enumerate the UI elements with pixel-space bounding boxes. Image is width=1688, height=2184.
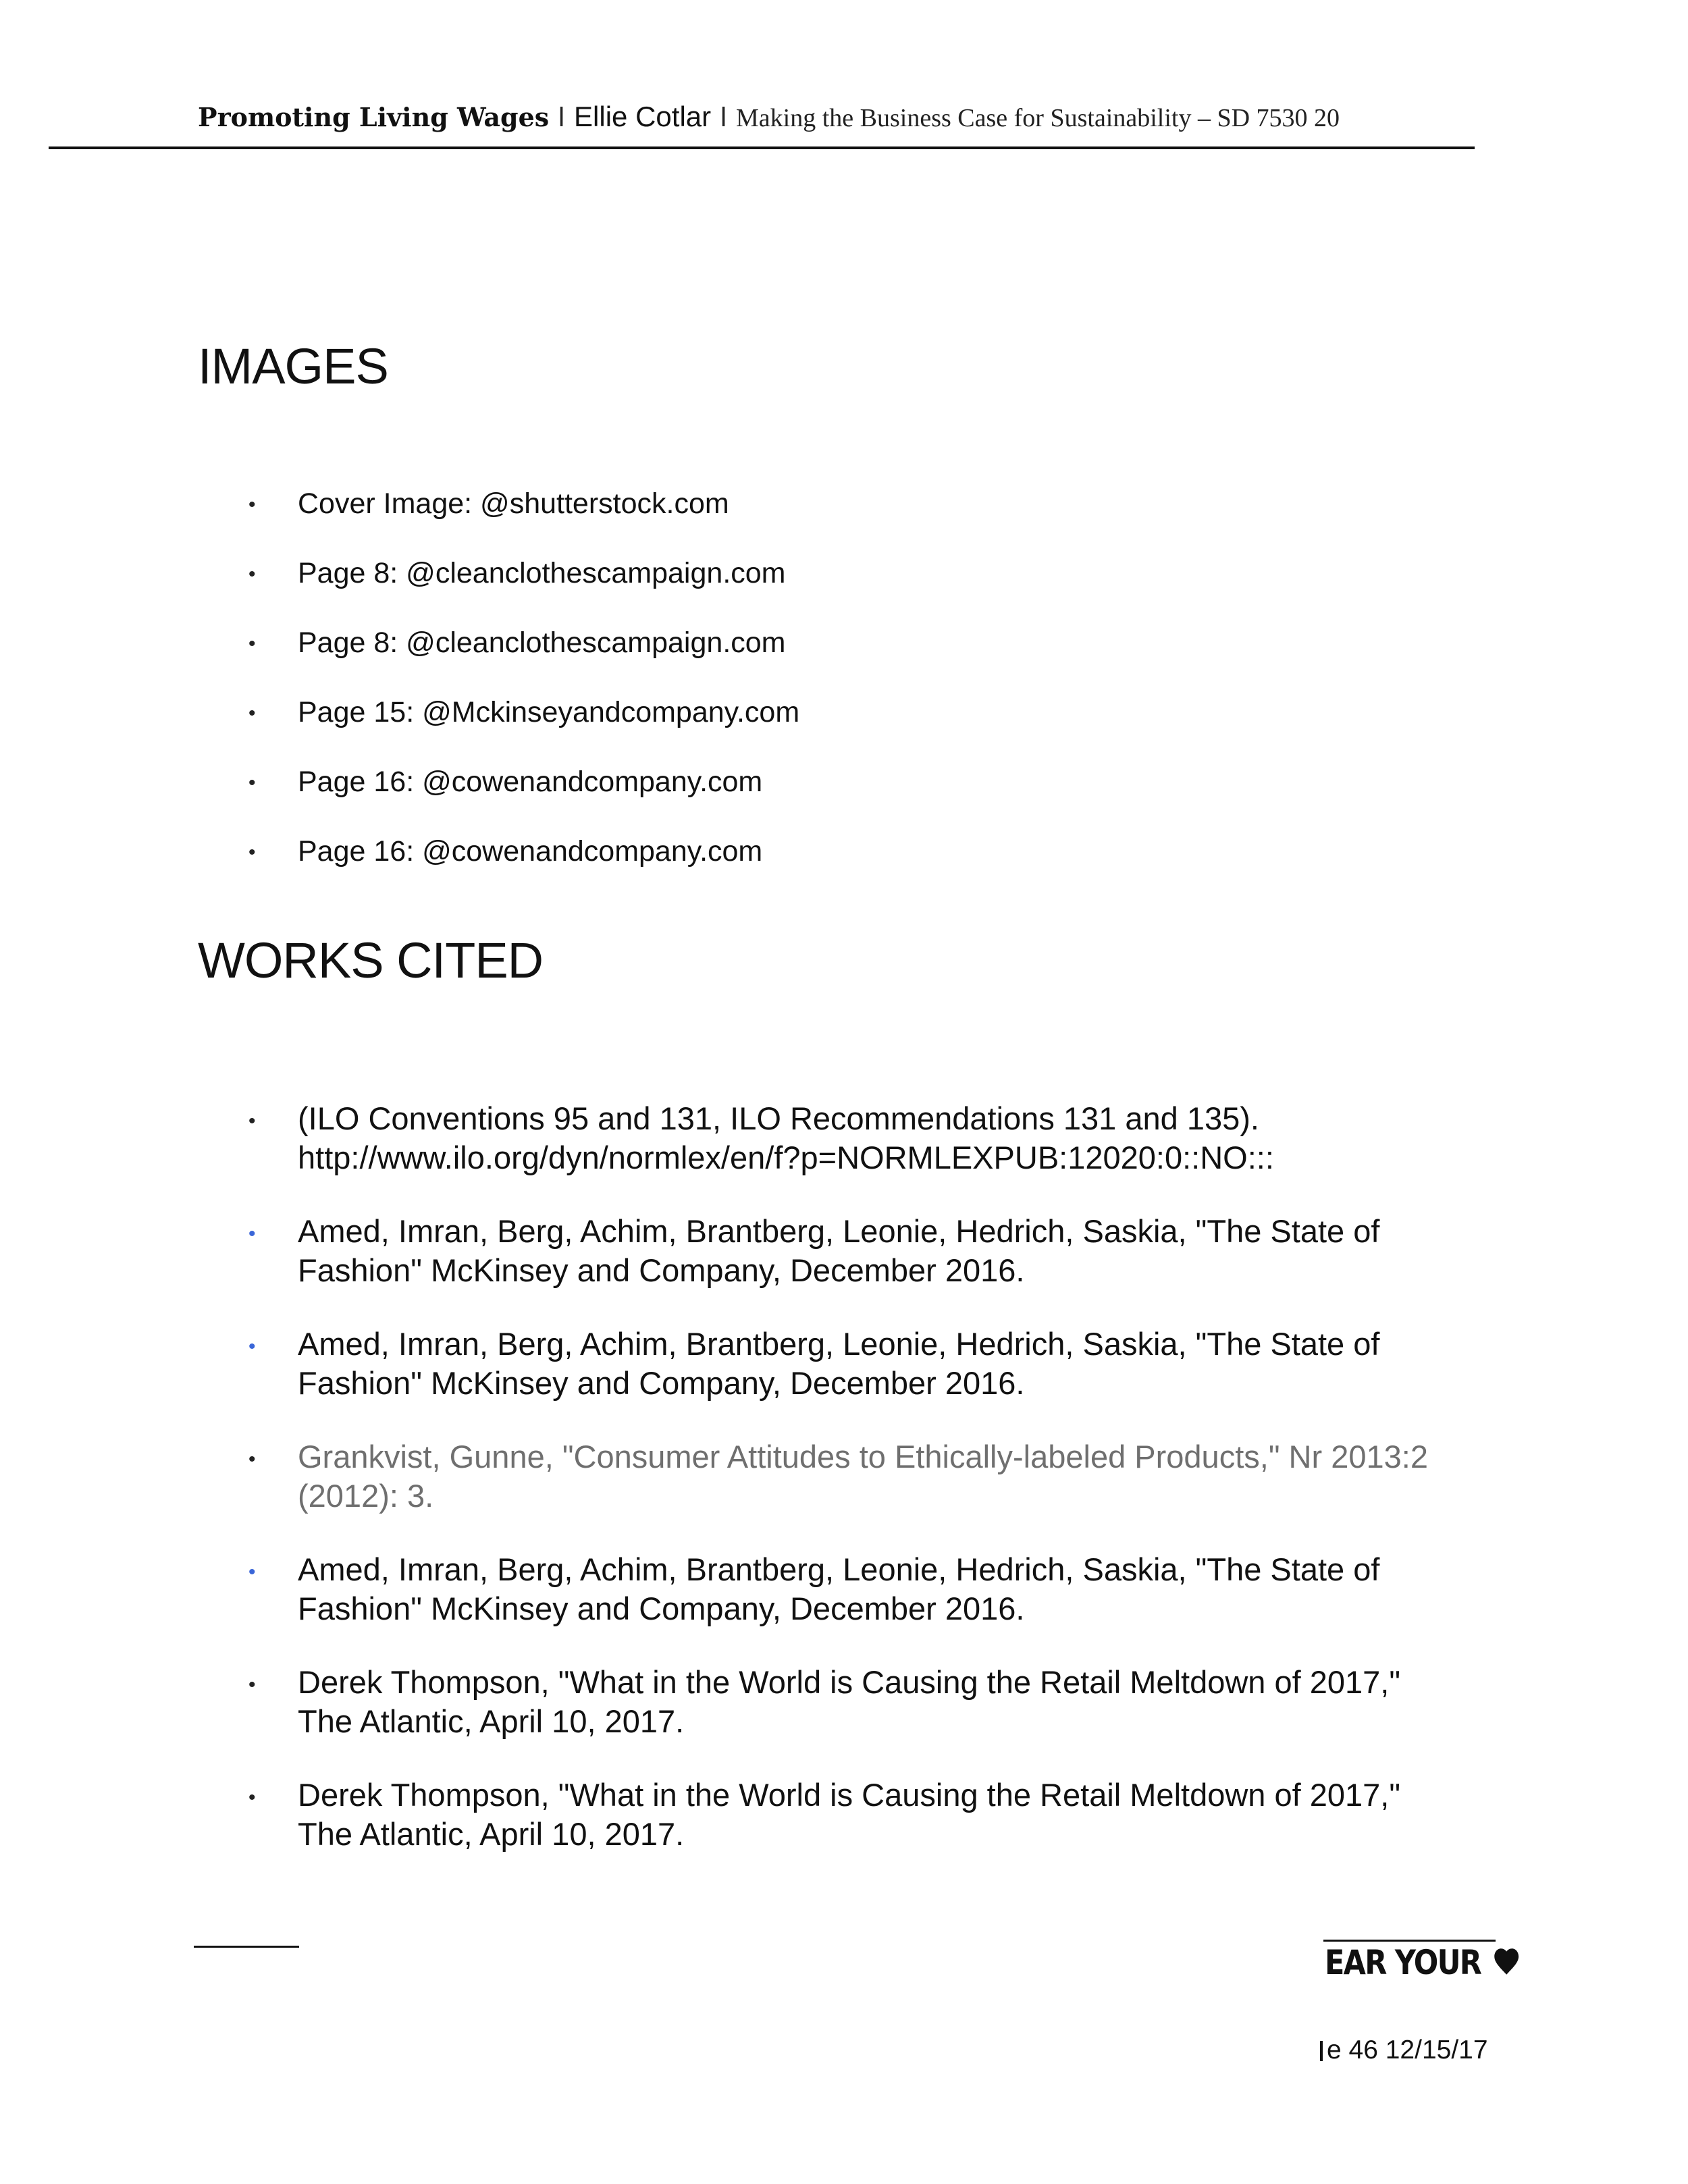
images-heading: IMAGES — [198, 338, 388, 394]
citation-line: Fashion" McKinsey and Company, December 2016. — [298, 1591, 1025, 1626]
image-credit: Cover Image: @shutterstock.com — [298, 487, 729, 520]
header-separator: l — [558, 103, 565, 132]
works-cited-heading: WORKS CITED — [198, 932, 544, 988]
bullet-icon: • — [248, 1110, 256, 1132]
logo-divider — [1323, 1940, 1496, 1942]
citation-line: Grankvist, Gunne, "Consumer Attitudes to Ethically-labeled Products," Nr 2013:2 — [298, 1439, 1428, 1474]
list-item — [0, 1099, 1513, 1212]
document-title: Promoting Living Wages — [198, 102, 550, 132]
citation-line: (2012): 3. — [298, 1478, 434, 1514]
bullet-icon: • — [248, 772, 256, 794]
course-title: Making the Business Case for Sustainability – SD 7530 20 — [736, 104, 1340, 132]
author-name: Ellie Cotlar — [574, 101, 712, 132]
list-item — [0, 763, 1513, 832]
running-header — [198, 97, 1481, 137]
footnote-divider — [194, 1946, 299, 1948]
image-credit: Page 8: @cleanclothescampaign.com — [298, 557, 786, 589]
header-separator: l — [720, 103, 727, 132]
list-item — [0, 1663, 1513, 1776]
citation-line: Fashion" McKinsey and Company, December 2016. — [298, 1252, 1025, 1288]
bullet-icon: • — [248, 1335, 256, 1358]
bullet-icon: • — [248, 1223, 256, 1245]
list-item — [0, 1776, 1513, 1888]
citation-line: Amed, Imran, Berg, Achim, Brantberg, Leonie, Hedrich, Saskia, "The State of — [298, 1213, 1380, 1249]
bullet-icon: • — [248, 633, 256, 655]
works-cited-list — [0, 1099, 1513, 1888]
list-item — [0, 1325, 1513, 1437]
images-list — [0, 485, 1513, 902]
list-item — [0, 1550, 1513, 1663]
list-item — [0, 485, 1513, 554]
heart-icon — [1492, 1944, 1521, 1978]
brand-logo-text: EAR YOUR — [1325, 1943, 1481, 1982]
bullet-icon: • — [248, 1674, 256, 1696]
page-number-text: e 46 12/15/17 — [1327, 2035, 1488, 2065]
bullet-icon: • — [248, 702, 256, 724]
citation-line: Fashion" McKinsey and Company, December 2016. — [298, 1365, 1025, 1401]
citation-line: Derek Thompson, "What in the World is Causing the Retail Meltdown of 2017," — [298, 1664, 1401, 1700]
list-item — [0, 693, 1513, 763]
header-divider — [49, 147, 1475, 149]
citation-url: http://www.ilo.org/dyn/normlex/en/f?p=NORMLEXPUB:12020:0::NO::: — [298, 1140, 1274, 1175]
citation-line: The Atlantic, April 10, 2017. — [298, 1703, 685, 1739]
image-credit: Page 8: @cleanclothescampaign.com — [298, 627, 786, 659]
list-item — [0, 1437, 1513, 1550]
citation-line: Amed, Imran, Berg, Achim, Brantberg, Leonie, Hedrich, Saskia, "The State of — [298, 1326, 1380, 1362]
bullet-icon: • — [248, 1786, 256, 1809]
list-item — [0, 832, 1513, 902]
clipped-glyph — [1320, 2041, 1323, 2061]
image-credit: Page 16: @cowenandcompany.com — [298, 835, 763, 868]
page-number-date — [1320, 2035, 1488, 2065]
bullet-icon: • — [248, 494, 256, 516]
bullet-icon: • — [248, 1448, 256, 1470]
list-item — [0, 624, 1513, 693]
citation-line: The Atlantic, April 10, 2017. — [298, 1816, 685, 1852]
list-item — [0, 554, 1513, 624]
citation-line: Derek Thompson, "What in the World is Causing the Retail Meltdown of 2017," — [298, 1777, 1401, 1813]
list-item — [0, 1212, 1513, 1325]
brand-logo — [1325, 1943, 1481, 1997]
citation-line: (ILO Conventions 95 and 131, ILO Recommendations 131 and 135). — [298, 1100, 1259, 1136]
image-credit: Page 15: @Mckinseyandcompany.com — [298, 696, 800, 728]
bullet-icon: • — [248, 841, 256, 863]
bullet-icon: • — [248, 563, 256, 585]
image-credit: Page 16: @cowenandcompany.com — [298, 766, 763, 798]
bullet-icon: • — [248, 1561, 256, 1583]
citation-line: Amed, Imran, Berg, Achim, Brantberg, Leonie, Hedrich, Saskia, "The State of — [298, 1551, 1380, 1587]
